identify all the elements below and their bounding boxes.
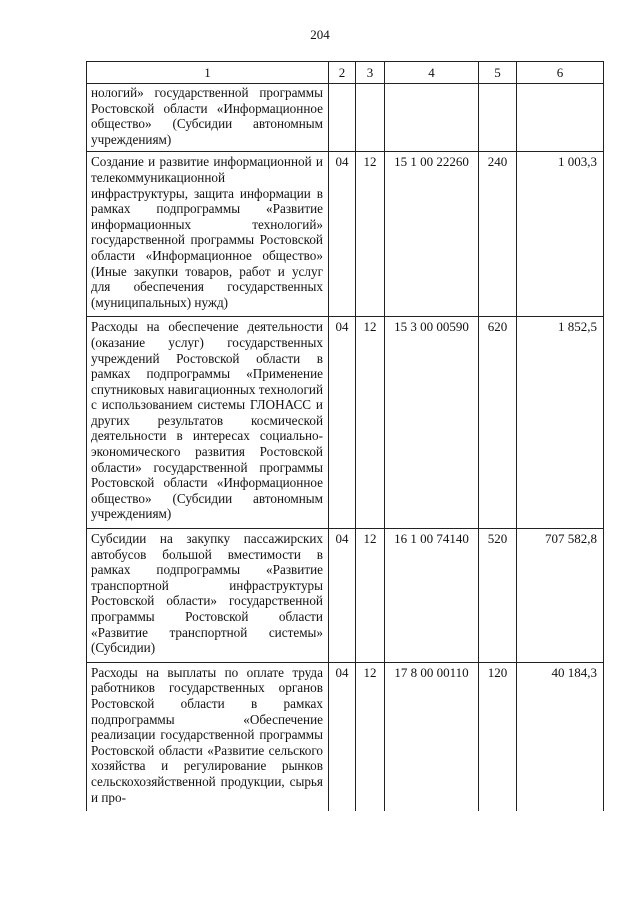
budget-table	[86, 61, 604, 811]
header-col-2: 2	[329, 62, 356, 84]
row-description: нологий» государственной программы Ростовской области «Информационное общество» (Субсидии автономным учреждениям)	[87, 84, 329, 152]
row-description: Субсидии на закупку пассажирских автобусов большой вместимости в рамках подпрограммы «Развитие транспортной инфраструктуры Ростовской области» государственной программы Ростовской области «Развитие транспортной системы» (Субсидии)	[87, 529, 329, 663]
row-target-code: 15 3 00 00590	[385, 317, 479, 529]
header-col-1: 1	[87, 62, 329, 84]
row-section: 04	[329, 529, 356, 663]
row-expense-type: 120	[479, 662, 517, 811]
header-col-6: 6	[517, 62, 604, 84]
row-target-code	[385, 84, 479, 152]
row-description: Расходы на обеспечение деятельности (оказание услуг) государственных учреждений Ростовской области в рамках подпрограммы «Применение спутниковых навигационных технологий с использованием системы ГЛОНАСС и других результатов космической деятельности в интересах социально-экономического развития Ростовской области» государственной программы Ростовской области «Информационное общество» (Субсидии автономным учреждениям)	[87, 317, 329, 529]
row-amount: 1 003,3	[517, 152, 604, 317]
row-section: 04	[329, 152, 356, 317]
row-amount: 40 184,3	[517, 662, 604, 811]
table-header-row	[87, 62, 604, 84]
row-description: Расходы на выплаты по оплате труда работников государственных органов Ростовской области в рамках подпрограммы «Обеспечение реализации государственной программы Ростовской области «Развитие сельского хозяйства и регулирование рынков сельскохозяйственной продукции, сырья и про-	[87, 662, 329, 811]
row-subsection: 12	[356, 317, 385, 529]
row-description: Создание и развитие информационной и телекоммуникационной инфраструктуры, защита информации в рамках подпрограммы «Развитие информационных технологий» государственной программы Ростовской области «Информационное общество» (Иные закупки товаров, работ и услуг для обеспечения государственных (муниципальных) нужд)	[87, 152, 329, 317]
row-subsection	[356, 84, 385, 152]
row-section: 04	[329, 662, 356, 811]
row-subsection: 12	[356, 152, 385, 317]
table-row	[87, 662, 604, 811]
row-amount	[517, 84, 604, 152]
table-row	[87, 317, 604, 529]
row-amount: 1 852,5	[517, 317, 604, 529]
row-target-code: 16 1 00 74140	[385, 529, 479, 663]
row-expense-type: 520	[479, 529, 517, 663]
row-section	[329, 84, 356, 152]
row-target-code: 15 1 00 22260	[385, 152, 479, 317]
table-row	[87, 529, 604, 663]
row-section: 04	[329, 317, 356, 529]
page-number: 204	[310, 27, 330, 42]
header-col-3: 3	[356, 62, 385, 84]
row-subsection: 12	[356, 529, 385, 663]
table-row	[87, 152, 604, 317]
table-row	[87, 84, 604, 152]
row-expense-type	[479, 84, 517, 152]
row-amount: 707 582,8	[517, 529, 604, 663]
header-col-5: 5	[479, 62, 517, 84]
header-col-4: 4	[385, 62, 479, 84]
row-subsection: 12	[356, 662, 385, 811]
row-expense-type: 240	[479, 152, 517, 317]
row-expense-type: 620	[479, 317, 517, 529]
row-target-code: 17 8 00 00110	[385, 662, 479, 811]
